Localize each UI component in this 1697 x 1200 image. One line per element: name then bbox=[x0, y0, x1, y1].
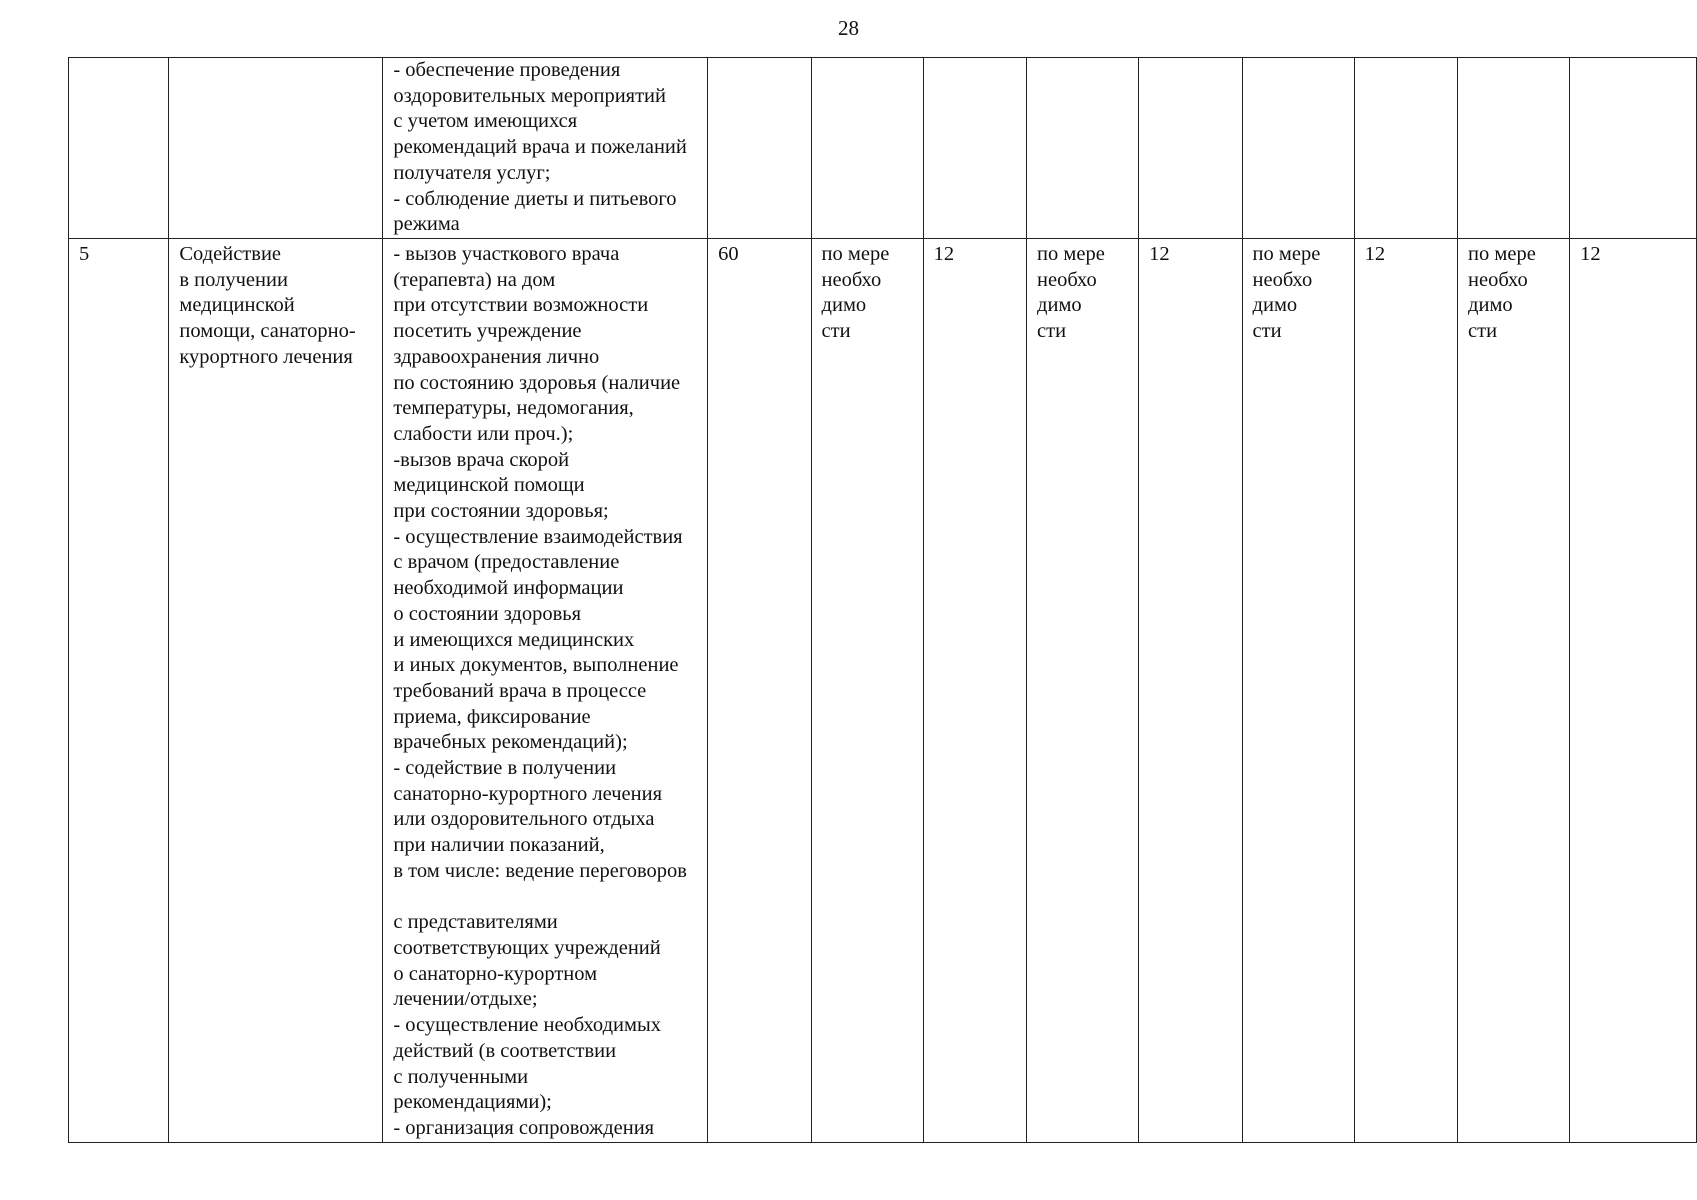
cell-description: - обеспечение проведения оздоровительных мероприятий с учетом имеющихся рекомендаций врача и пожеланий получателя услуг; - соблюдение диеты и питьевого режима bbox=[383, 58, 708, 239]
cell-empty bbox=[1458, 58, 1570, 239]
cell-empty bbox=[1027, 58, 1139, 239]
cell-frequency-3: по мере необхо димо сти bbox=[1242, 239, 1354, 1143]
cell-count-2: 12 bbox=[1139, 239, 1242, 1143]
cell-empty bbox=[1570, 58, 1697, 239]
cell-empty bbox=[1139, 58, 1242, 239]
cell-description: - вызов участкового врача (терапевта) на дом при отсутствии возможности посетить учреждение здравоохранения лично по состоянию здоровья (наличие температуры, недомогания, слабости или проч.); -вызов врача скорой медицинской помощи при состоянии здоровья; - осуществление взаимодействия с врачом (предоставление необходимой информации о состоянии здоровья и имеющихся медицинских и иных документов, выполнение требований врача в процессе приема, фиксирование врачебных рекомендаций); - содействие в получении санаторно-курортного лечения или оздоровительного отдыха при наличии показаний, в том числе: ведение переговоров с представителями соответствующих учреждений о санаторно-курортном лечении/отдыхе; - осуществление необходимых действий (в соответствии с полученными рекомендациями); - организация сопровождения bbox=[383, 239, 708, 1143]
cell-empty bbox=[1242, 58, 1354, 239]
table-row-5 bbox=[69, 239, 1697, 1143]
cell-frequency-4: по мере необхо димо сти bbox=[1458, 239, 1570, 1143]
cell-num: 5 bbox=[69, 239, 169, 1143]
services-table bbox=[68, 57, 1697, 1143]
cell-time: 60 bbox=[708, 239, 811, 1143]
cell-frequency-2: по мере необхо димо сти bbox=[1027, 239, 1139, 1143]
cell-empty bbox=[1354, 58, 1457, 239]
cell-empty bbox=[708, 58, 811, 239]
cell-service-name bbox=[169, 58, 383, 239]
page-number: 28 bbox=[838, 16, 859, 40]
cell-empty bbox=[923, 58, 1026, 239]
cell-empty bbox=[811, 58, 923, 239]
cell-count-1: 12 bbox=[923, 239, 1026, 1143]
cell-frequency-1: по мере необхо димо сти bbox=[811, 239, 923, 1143]
cell-count-4: 12 bbox=[1570, 239, 1697, 1143]
cell-num bbox=[69, 58, 169, 239]
cell-count-3: 12 bbox=[1354, 239, 1457, 1143]
cell-service-name: Содействие в получении медицинской помощи, санаторно- курортного лечения bbox=[169, 239, 383, 1143]
table-row-continued bbox=[69, 58, 1697, 239]
